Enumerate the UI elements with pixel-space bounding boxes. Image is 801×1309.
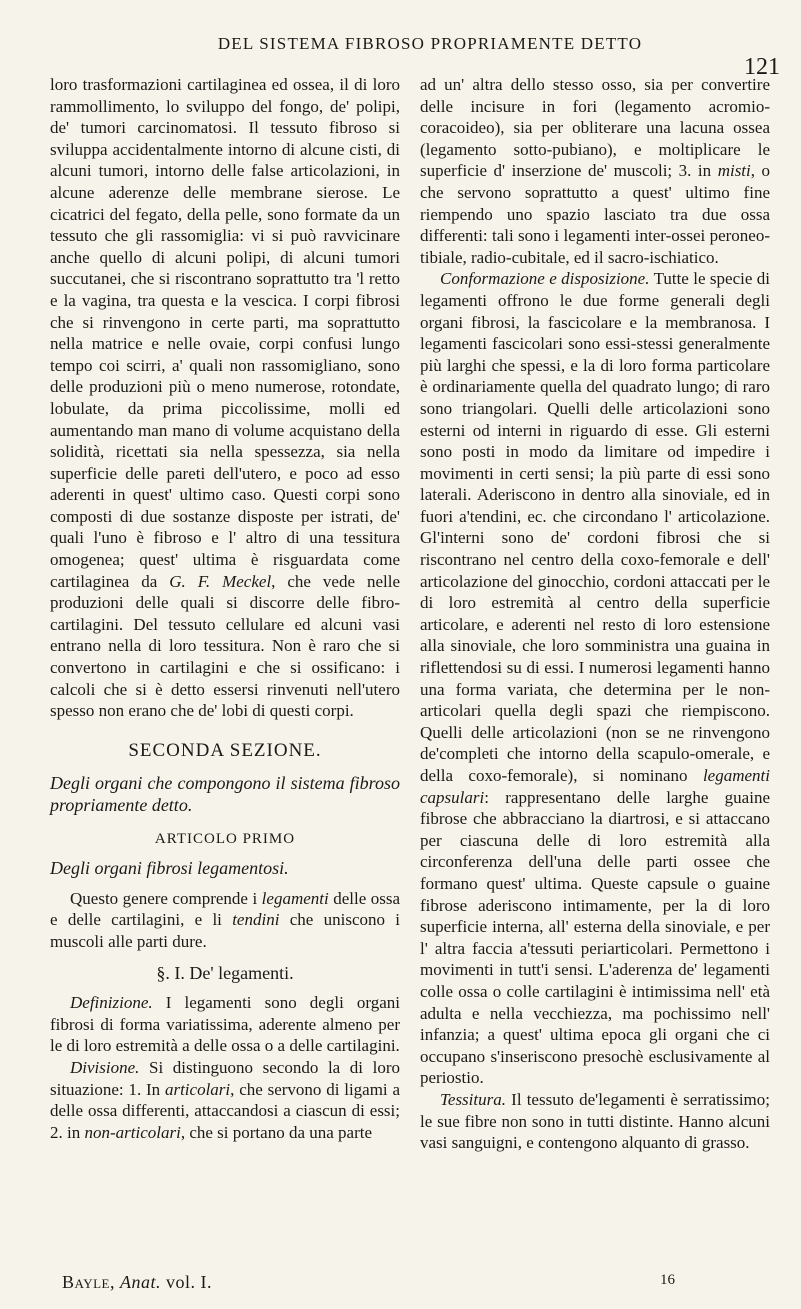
signature-work: Anat. [119,1272,161,1292]
gathering-mark: 16 [660,1272,675,1288]
signature-volume: vol. I. [165,1272,212,1292]
paragraph-definition: Definizione. I legamenti sono degli organi fibrosi di forma variatissima, aderente almeno per le di loro estremità a delle ossa o a delle cartilagini. [50,993,401,1056]
article-heading: ARTICOLO PRIMO [154,830,296,847]
section-heading: SECONDA SEZIONE. [128,739,322,761]
article-subtitle: Degli organi fibrosi legamentosi. [50,858,289,879]
section-subtitle: Degli organi che compongono il sistema fibroso propriamente detto. [50,773,400,815]
paragraph-genre: Questo genere comprende i legamenti delle ossa e delle cartilagini, e li tendini che uniscono i muscoli alle parti dure. [50,888,401,951]
paragraph-conformation: Conformazione e disposizione. Tutte le specie di legamenti offrono le due forme generali degli organi fibrosi, la fascicolare e la membranosa. I legamenti fascicolari sono essi-stessi generalmente più larghi che spessi, e la di loro forma particolare è ordinariamente quella del quadrato lungo; di raro sono triangolari. Quelli delle articolazioni sono esterni od interni in riguardo di esse. Gli esterni sono posti in modo da limitare od impedire i movimenti in certi sensi; la più parte di essi sono laterali. Aderiscono in dentro alla sinoviale, ed in fuori a'tendini, ec. che circondano l' articolazione. Gl'interni sono de' cordoni fibrosi che si riscontrano nel centro della coxo-femorale e dell' articolazione del ginocchio, cordoni attaccati per le di loro estremità al centro della superficie articolare, e aderenti nel resto di loro estensione alla sinoviale, che loro somministra una guaina in riflettendosi su di essi. I numerosi legamenti hanno una forma variata, che determina per le non-articolari quella degli spazi che riempiscono. Quelli delle articolazioni (non se ne rinvengono de'completi che intorno della scapulo-omerale, e della coxo-femorale), si nominano legamenti capsulari: rappresentano delle larghe guaine fibrose che abbracciano la diartrosi, e si attaccano per ciascuna delle di loro estremità alla circonferenza dell'una delle parti ossee che formano quest' ultima. Queste capsule o guaine fibrose aderiscono intimamente, per la di loro superficie interna, all' esterna della sinoviale, e per l' altra faccia a'tessuti periarticolari. Permettono i movimenti in tutt'i sensi. L'aderenza de' legamenti colle ossa o colle cartilagini è intimissima nell' età adulta e nella vecchiezza, ma pochissimo nell' infanzia; a quest' ultima epoca gli organi che ci occupano s'inseriscono presochè esclusivamente al periostio. [420,269,770,1088]
paragraph-continuation: loro trasformazioni cartilaginea ed ossea, il di loro rammollimento, lo sviluppo del fongo, de' polipi, de' tumori carcinomatosi. Il tessuto fibroso si sviluppa accidentalmente intorno di alcune cisti, di alcuni tumori, intorno delle false articolazioni, in alcune aderenze delle membrane sierose. Le cicatrici del fegato, della pelle, sono formate da un tessuto che gli rassomiglia: vi si può ravvicinare anche quello di alcuni polipi, di alcuni tumori succutanei, che si riscontrano soprattutto tra 'l retto e la vagina, tra questa e la vescica. I corpi fibrosi che si rinvengono in certe parti, ma soprattutto nella matrice e nelle ovaie, corpi confusi lungo tempo coi scirri, a' quali non rassomigliano, sono delle produzioni più o meno numerose, rotondate, lobulate, da prima piccolissime, molli ed aumentando man mano di volume acquistano della solidità, ricettati sia nella spessezza, sia nella superficie delle pareti dell'utero, e poco ad esso aderenti in quest' ultimo caso. Questi corpi sono composti di due sostanze disposte per istrati, de' quali l'uno è fibroso e l' altro di una tessitura omogenea; quest' ultima è risguardata come cartilaginea da G. F. Meckel, che vede nelle produzioni delle quali si discorre delle fibro-cartilagini. Del tessuto cellulare ed alcuni vasi entrano nella di loro tessitura. Non è raro che si convertono in cartilagini e che si ossificano: i calcoli che si è detto essersi rinvenuti nell'utero spesso non erano che de' lobi di questi corpi. [50,75,400,721]
running-title: DEL SISTEMA FIBROSO PROPRIAMENTE DETTO [217,34,643,53]
paragraph-heading: §. I. De' legamenti. [156,962,294,983]
author-name: G. F. Meckel [169,571,272,591]
signature-author: Bayle, [62,1272,115,1292]
signature-line [62,1272,212,1293]
paragraph-continuation-right: ad un' altra dello stesso osso, sia per convertire delle incisure in fori (legamento acromio-coracoideo), sia per obliterare una lacuna ossea (legamento sotto-pubiano), e moltiplicare le superficie d' inserzione de' muscoli; 3. in misti, o che servono soprattutto a quest' ultimo fine riempendo uno spazio lasciato tra due ossa differenti: tali sono i legamenti inter-ossei peroneo-tibiale, radio-cubitale, ed il sacro-ischiatico. [420,75,771,267]
right-column [420,74,770,1154]
paragraph-texture: Tessitura. Il tessuto de'legamenti è serratissimo; le sue fibre non sono in tutti distinte. Hanno alcuni vasi sanguigni, e contengono alquanto di grasso. [420,1089,770,1153]
left-column [50,74,400,1143]
page-number: 121 [744,54,780,80]
paragraph-division: Divisione. Si distinguono secondo la di loro situazione: 1. In articolari, che servono di ligami a delle ossa differenti, attaccandosi a ciascun di essi; 2. in non-articolari, che si portano da una parte [50,1057,401,1142]
